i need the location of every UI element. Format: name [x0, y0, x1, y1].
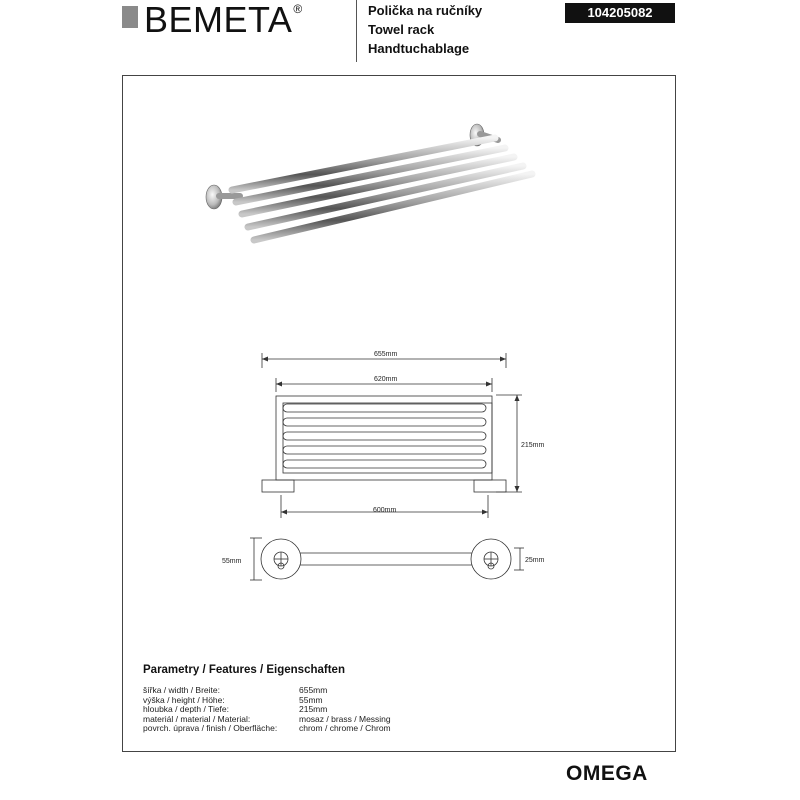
- dim-inner-width: 620mm: [374, 376, 398, 383]
- param-value: mosaz / brass / Messing: [299, 713, 391, 724]
- param-label: výška / height / Höhe:: [143, 694, 225, 705]
- param-label: materiál / material / Material:: [143, 713, 251, 724]
- product-photo: [206, 124, 532, 240]
- dim-mount-spacing: 600mm: [373, 507, 397, 514]
- model-name: OMEGA: [566, 762, 648, 785]
- dim-depth: 55mm: [222, 558, 242, 565]
- product-name-cz: Polička na ručníky: [368, 3, 483, 18]
- product-name-de: Handtuchablage: [368, 41, 470, 56]
- param-label: hloubka / depth / Tiefe:: [143, 704, 230, 715]
- registered-mark: ®: [293, 2, 303, 16]
- dim-height: 215mm: [521, 442, 545, 449]
- product-code: 104205082: [565, 3, 675, 23]
- params-title: Parametry / Features / Eigenschaften: [143, 664, 345, 676]
- param-value: 655mm: [299, 685, 328, 695]
- param-value: chrom / chrome / Chrom: [299, 723, 391, 734]
- param-label: šířka / width / Breite:: [143, 685, 220, 695]
- dim-total-width: 655mm: [374, 351, 398, 358]
- product-name-en: Towel rack: [368, 22, 435, 37]
- dim-flange: 25mm: [525, 557, 545, 564]
- param-value: 55mm: [299, 694, 323, 705]
- param-row-finish: [143, 724, 391, 734]
- param-value: 215mm: [299, 704, 328, 715]
- brand-name: BEMETA: [144, 0, 293, 40]
- param-label: povrch. úprava / finish / Oberfläche:: [143, 723, 278, 734]
- params-table: [143, 686, 391, 734]
